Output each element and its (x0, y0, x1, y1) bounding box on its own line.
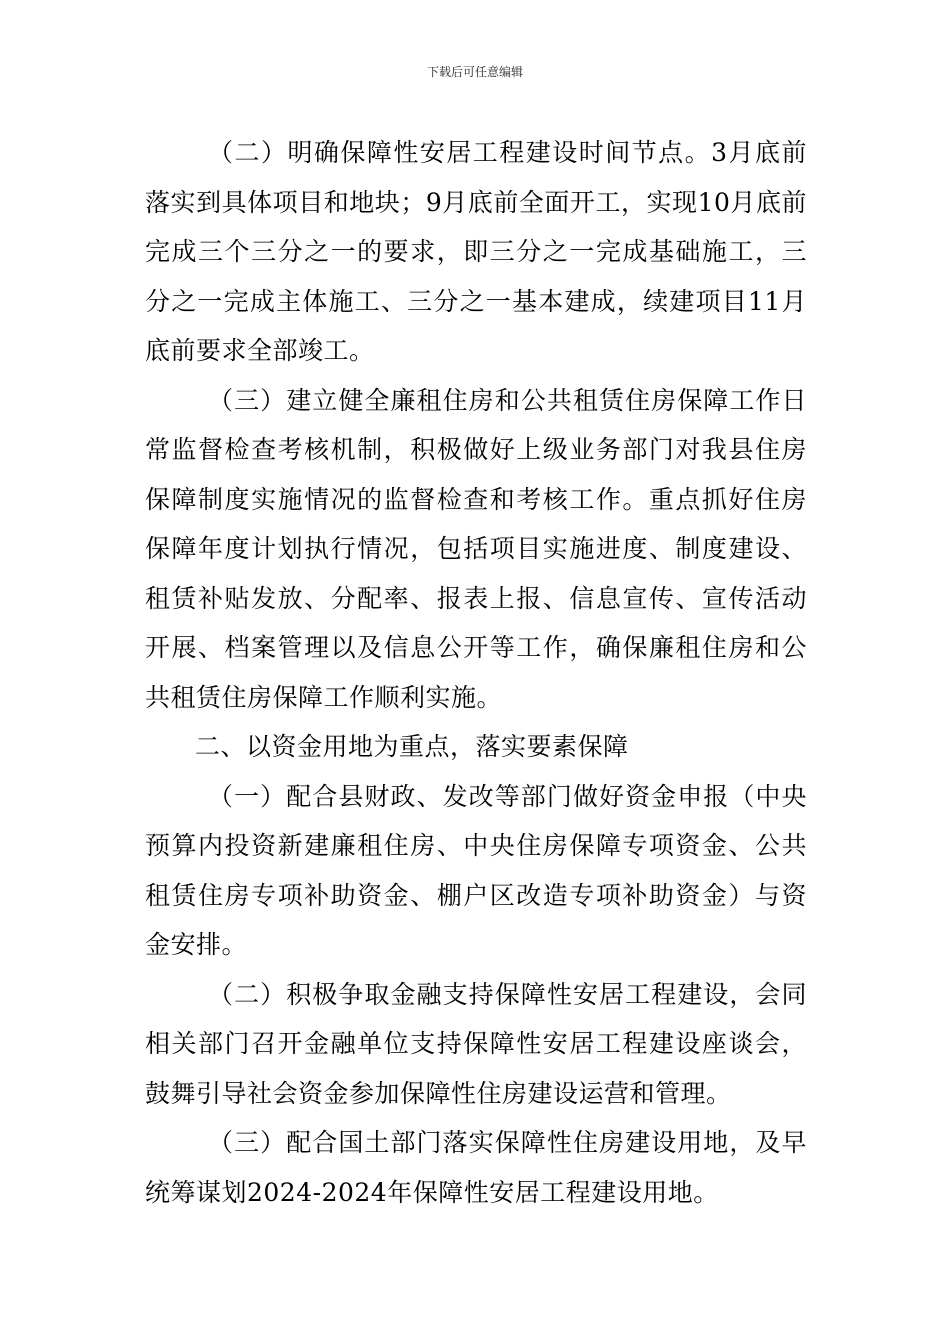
section-heading-funding-land: 二、以资金用地为重点，落实要素保障 (195, 732, 629, 761)
paragraph-fund-application: （一）配合县财政、发改等部门做好资金申报（中央预算内投资新建廉租住房、中央住房保障专项资金、公共租赁住房专项补助资金、棚户区改造专项补助资金）与资金安排。 (145, 781, 807, 959)
paragraph-land-use: （三）配合国土部门落实保障性住房建设用地，及早统筹谋划2024-2024年保障性安居工程建设用地。 (145, 1128, 807, 1207)
paragraph-supervision: （三）建立健全廉租住房和公共租赁住房保障工作日常监督检查考核机制，积极做好上级业务部门对我县住房保障制度实施情况的监督检查和考核工作。重点抓好住房保障年度计划执行情况，包括项目实施进度、制度建设、租赁补贴发放、分配率、报表上报、信息宣传、宣传活动开展、档案管理以及信息公开等工作，确保廉租住房和公共租赁住房保障工作顺利实施。 (145, 385, 807, 712)
page-header-note: 下载后可任意编辑 (426, 65, 523, 79)
paragraph-financial-support: （二）积极争取金融支持保障性安居工程建设，会同相关部门召开金融单位支持保障性安居工程建设座谈会，鼓舞引导社会资金参加保障性住房建设运营和管理。 (145, 979, 807, 1108)
document-body (145, 128, 807, 1217)
paragraph-time-nodes: （二）明确保障性安居工程建设时间节点。3月底前落实到具体项目和地块；9月底前全面开工，实现10月底前完成三个三分之一的要求，即三分之一完成基础施工，三分之一完成主体施工、三分之一基本建成，续建项目11月底前要求全部竣工。 (145, 138, 807, 365)
